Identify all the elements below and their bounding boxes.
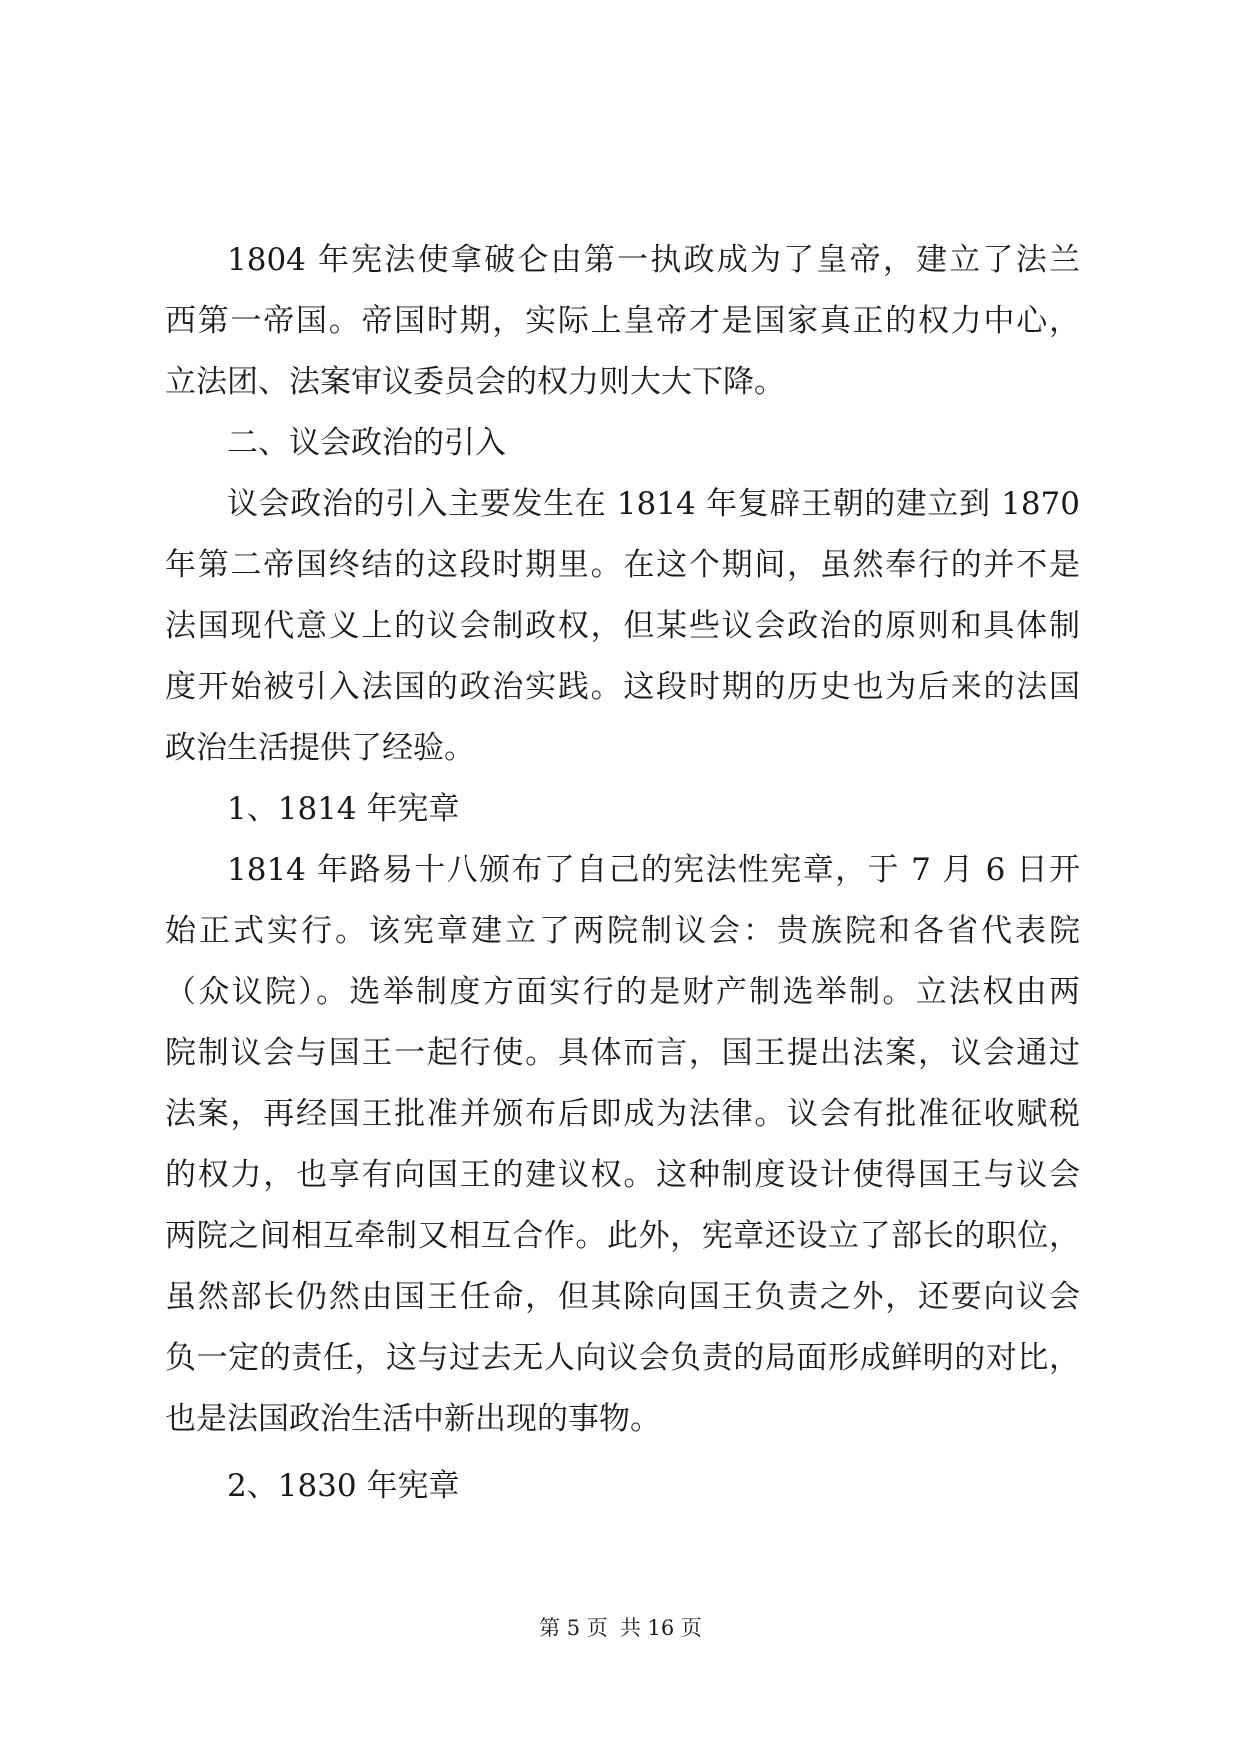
text-line: 立法团、法案审议委员会的权力则大大下降。 — [165, 364, 785, 400]
document-body — [165, 230, 1080, 1517]
text-line: （众议院）。选举制度方面实行的是财产制选举制。立法权由两 — [165, 974, 1080, 1010]
page-number: 第 5 页 — [539, 1616, 608, 1640]
page-footer — [0, 1612, 1241, 1642]
page-total: 共 16 页 — [619, 1616, 702, 1640]
text-line: 虽然部长仍然由国王任命，但其除向国王负责之外，还要向议会 — [165, 1279, 1080, 1315]
text-line: 政治生活提供了经验。 — [165, 730, 475, 766]
subsection-heading: 2、1830 年宪章 — [227, 1468, 460, 1504]
text-line: 议会政治的引入主要发生在 1814 年复辟王朝的建立到 1870 — [227, 486, 1080, 522]
text-line: 也是法国政治生活中新出现的事物。 — [165, 1401, 661, 1437]
text-line: 1814 年路易十八颁布了自己的宪法性宪章，于 7 月 6 日开 — [227, 852, 1080, 888]
text-line: 两院之间相互牵制又相互合作。此外，宪章还设立了部长的职位， — [165, 1218, 1080, 1254]
text-line: 的权力，也享有向国王的建议权。这种制度设计使得国王与议会 — [165, 1157, 1080, 1193]
paragraph-2 — [165, 474, 1080, 779]
text-line: 度开始被引入法国的政治实践。这段时期的历史也为后来的法国 — [165, 669, 1080, 705]
text-line: 年第二帝国终结的这段时期里。在这个期间，虽然奉行的并不是 — [165, 547, 1080, 583]
paragraph-1 — [165, 230, 1080, 413]
text-line: 西第一帝国。帝国时期，实际上皇帝才是国家真正的权力中心， — [165, 303, 1080, 339]
text-line: 1804 年宪法使拿破仑由第一执政成为了皇帝，建立了法兰 — [227, 242, 1080, 278]
section-heading: 二、议会政治的引入 — [227, 425, 506, 461]
text-line: 法案，再经国王批准并颁布后即成为法律。议会有批准征收赋税 — [165, 1096, 1080, 1132]
text-line: 始正式实行。该宪章建立了两院制议会：贵族院和各省代表院 — [165, 913, 1080, 949]
text-line: 负一定的责任，这与过去无人向议会负责的局面形成鲜明的对比， — [165, 1340, 1080, 1376]
paragraph-3 — [165, 840, 1080, 1450]
subsection-heading: 1、1814 年宪章 — [227, 791, 460, 827]
text-line: 院制议会与国王一起行使。具体而言，国王提出法案，议会通过 — [165, 1035, 1080, 1071]
text-line: 法国现代意义上的议会制政权，但某些议会政治的原则和具体制 — [165, 608, 1080, 644]
